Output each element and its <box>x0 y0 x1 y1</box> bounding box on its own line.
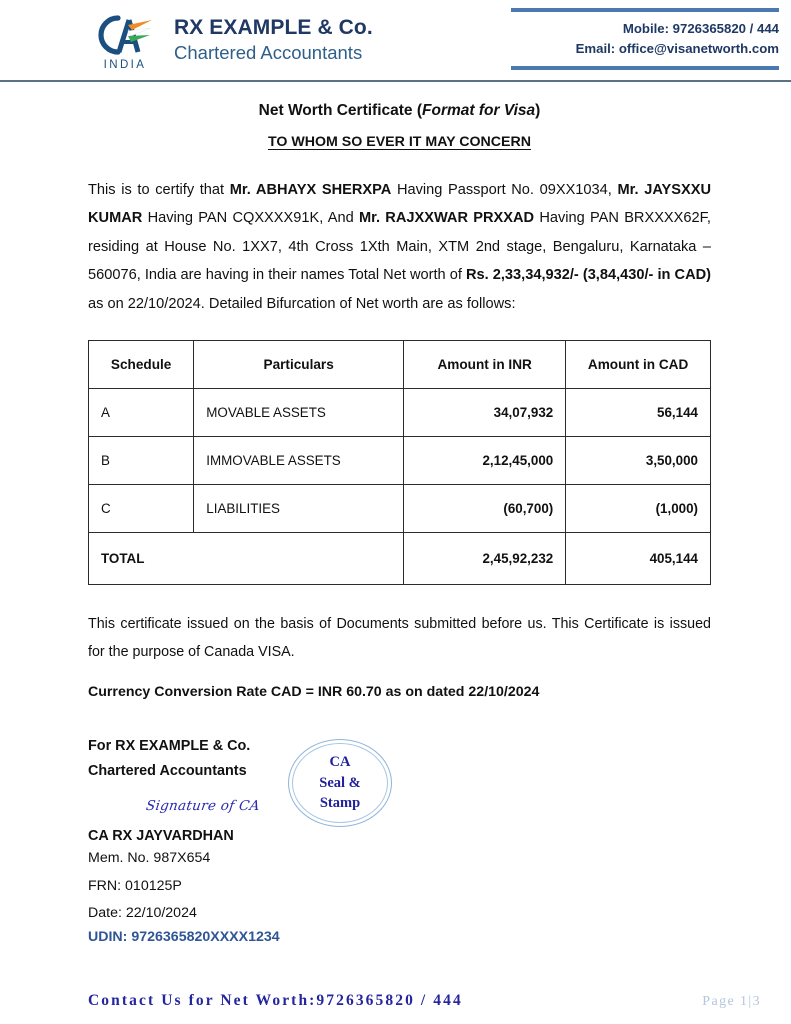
page-title-italic: Format for Visa <box>422 102 536 119</box>
ca-seal-stamp-icon <box>288 739 392 827</box>
issuance-note: This certificate issued on the basis of Documents submitted before us. This Certificate is issued for the purpose of Canada VISA. <box>88 616 711 661</box>
page-subtitle: TO WHOM SO EVER IT MAY CONCERN <box>267 134 532 150</box>
page-header <box>0 0 791 82</box>
certify-text-5: as on 22/10/2024. Detailed Bifurcation of Net worth are as follows: <box>88 295 516 312</box>
column-header-cad: Amount in CAD <box>566 341 711 389</box>
cell-amount-cad: 56,144 <box>566 389 711 437</box>
total-networth-amount: Rs. 2,33,34,932/- (3,84,430/- in CAD) <box>465 267 712 284</box>
networth-table <box>88 340 711 585</box>
person-name-2: Mr. JAYSXXU KUMAR <box>88 182 711 227</box>
cell-amount-inr: 34,07,932 <box>404 389 566 437</box>
page-footer <box>88 992 761 1010</box>
signature-area <box>88 734 711 964</box>
header-bar-bottom <box>511 66 779 70</box>
firm-designation: Chartered Accountants <box>174 41 363 63</box>
column-header-inr: Amount in INR <box>404 341 566 389</box>
cell-total-cad: 405,144 <box>566 533 711 585</box>
document-body <box>0 102 791 964</box>
seal-line-1: CA <box>329 754 351 771</box>
cell-schedule: A <box>89 389 194 437</box>
contact-mobile: Mobile: 9726365820 / 444 <box>622 21 779 36</box>
certify-paragraph <box>88 176 711 318</box>
certify-text-1: This is to certify that <box>88 182 230 198</box>
frn-line: FRN: 010125P <box>88 877 182 894</box>
cell-amount-inr: 2,12,45,000 <box>404 437 566 485</box>
seal-line-2: Seal & <box>319 774 361 791</box>
firm-name: RX EXAMPLE & Co. <box>174 16 373 40</box>
page-title <box>88 102 711 120</box>
cell-particulars: IMMOVABLE ASSETS <box>194 437 404 485</box>
page-title-main: Net Worth Certificate ( <box>258 102 423 119</box>
footer-contact-text: Contact Us for Net Worth:9726365820 / 444 <box>88 992 463 1009</box>
svg-text:INDIA: INDIA <box>103 59 147 71</box>
seal-line-3: Stamp <box>319 795 361 812</box>
certify-text-2: Having Passport No. 09XX1034, <box>391 182 618 198</box>
date-line: Date: 22/10/2024 <box>88 904 197 921</box>
column-header-particulars: Particulars <box>194 341 404 389</box>
ca-india-logo-icon <box>88 6 162 72</box>
ca-name-line: CA RX JAYVARDHAN <box>88 828 234 845</box>
cell-amount-cad: (1,000) <box>566 485 711 533</box>
header-divider <box>0 80 791 82</box>
person-name-1: Mr. ABHAYX SHERXPA <box>229 182 392 198</box>
ca-signature: Signature of CA <box>144 798 261 815</box>
table-total-row <box>89 533 711 585</box>
cell-particulars: MOVABLE ASSETS <box>194 389 404 437</box>
cell-total-label: TOTAL <box>89 533 404 585</box>
contact-block <box>511 6 779 70</box>
certify-text-3: Having PAN CQXXXX91K, And <box>142 210 359 227</box>
table-row <box>89 389 711 437</box>
brand-block <box>88 6 373 72</box>
table-row <box>89 485 711 533</box>
cell-amount-inr: (60,700) <box>404 485 566 533</box>
cell-particulars: LIABILITIES <box>194 485 404 533</box>
membership-no-line: Mem. No. 987X654 <box>88 850 211 867</box>
certify-text-4: Having PAN BRXXXX62F, residing at House No. 1XX7, 4th Cross 1Xth Main, XTM 2nd stage, Bengaluru, Karnataka – 560076, India are having in their names Total Net worth of <box>88 210 711 284</box>
column-header-schedule: Schedule <box>89 341 194 389</box>
page-title-close: ) <box>535 102 541 119</box>
udin-line: UDIN: 9726365820XXXX1234 <box>88 929 280 946</box>
cell-schedule: C <box>89 485 194 533</box>
firm-designation-line: Chartered Accountants <box>88 763 247 780</box>
contact-email: Email: office@visanetworth.com <box>575 40 779 56</box>
cell-schedule: B <box>89 437 194 485</box>
table-row <box>89 437 711 485</box>
person-name-3: Mr. RAJXXWAR PRXXAD <box>358 210 535 227</box>
table-header-row <box>89 341 711 389</box>
for-firm-line: For RX EXAMPLE & Co. <box>88 738 251 755</box>
cell-total-inr: 2,45,92,232 <box>404 533 566 585</box>
seal-text <box>288 752 392 814</box>
footer-page-number: Page 1|3 <box>702 994 761 1009</box>
cell-amount-cad: 3,50,000 <box>566 437 711 485</box>
header-bar-top <box>511 8 779 12</box>
conversion-rate-line: Currency Conversion Rate CAD = INR 60.70 as on dated 22/10/2024 <box>88 684 540 701</box>
